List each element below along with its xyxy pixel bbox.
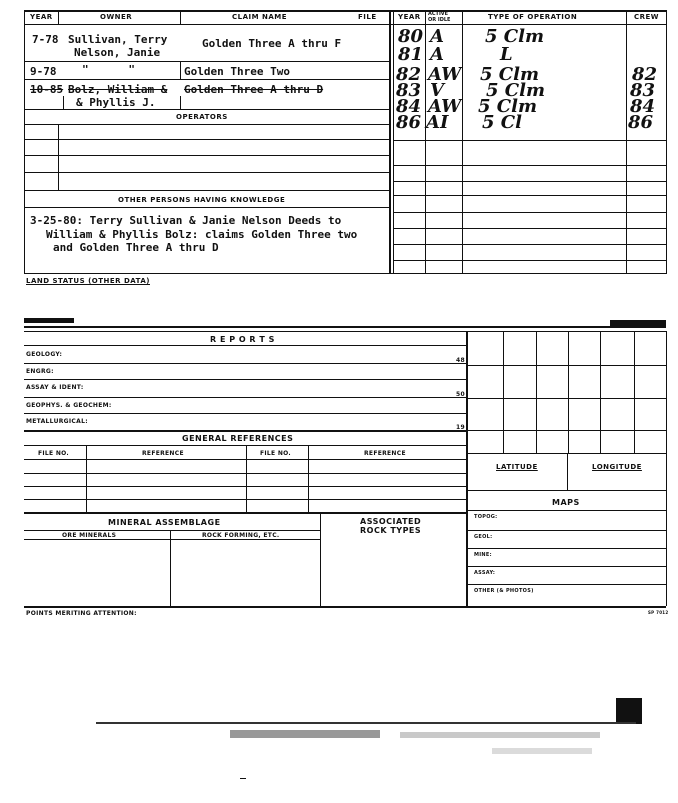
operators-label: OPERATORS [176,113,228,121]
op-row-4-type: 5 Clm [486,80,546,101]
header-active-idle [428,11,450,23]
reports-metallurgical: METALLURGICAL: [26,418,88,425]
rock-forming-label: ROCK FORMING, ETC. [202,532,280,539]
owner-row-2-owner: " " [82,63,135,76]
land-status-label: LAND STATUS (OTHER DATA) [26,277,150,285]
mineral-assemblage-title: MINERAL ASSEMBLAGE [108,518,221,527]
other-persons-text-2: William & Phyllis Bolz: claims Golden Three two [46,228,358,241]
op-row-4-crew: 83 [630,80,656,101]
header-year: YEAR [30,13,53,21]
maps-assay: ASSAY: [474,570,496,576]
op-row-6-crew: 86 [628,112,654,133]
other-persons-text-1: 3-25-80: Terry Sullivan & Janie Nelson Deeds to [30,214,342,227]
op-row-3-active: AW [428,64,462,85]
scan-noise-smear-3 [492,748,592,754]
ore-minerals-label: ORE MINERALS [62,532,117,539]
owner-row-2-year: 9-78 [30,65,57,78]
other-persons-text-3: and Golden Three A thru D [53,241,219,254]
header-claim-name: CLAIM NAME [232,13,288,21]
reports-assay: ASSAY & IDENT: [26,384,84,391]
header-owner: OWNER [100,13,133,21]
points-meriting-attention: POINTS MERITING ATTENTION: [26,610,137,617]
op-row-4-active: V [430,80,444,101]
owner-row-3-owner: Bolz, William & [68,83,168,96]
owner-row-2-claim: Golden Three Two [184,65,290,78]
reports-geology-num: 48 [456,357,465,364]
reports-geophys: GEOPHYS. & GEOCHEM: [26,402,112,409]
maps-topog: TOPOG: [474,514,498,520]
op-row-4-year: 83 [396,80,422,101]
header-crew: CREW [634,13,660,21]
reports-engrg: ENGRG: [26,368,54,375]
maps-title: MAPS [552,498,580,507]
op-row-3-type: 5 Clm [480,64,540,85]
op-row-1-active: A [430,26,444,47]
owner-row-1-owner: Sullivan, Terry [68,33,168,46]
owner-row-1-claim: Golden Three A thru F [202,37,342,50]
scan-noise-smear-2 [400,732,600,738]
form-number: SP 7012 [648,610,669,615]
header-idle: OR IDLE [428,17,451,23]
op-row-6-type: 5 Cl [482,112,522,133]
op-row-3-crew: 82 [632,64,658,85]
header-file: FILE [358,13,377,21]
associated-label: ASSOCIATED [360,517,422,526]
scan-noise-line [96,722,636,724]
maps-other: OTHER (& PHOTOS) [474,588,534,594]
header-type-of-operation: TYPE OF OPERATION [488,13,578,21]
scan-noise-smear [230,730,380,738]
op-row-5-crew: 84 [630,96,656,117]
op-row-2-year: 81 [398,44,424,65]
reports-assay-num: 50 [456,391,465,398]
gr-reference-1: REFERENCE [142,450,184,457]
maps-mine: MINE: [474,552,492,558]
owner-row-3-claim: Golden Three A thru D [184,83,324,96]
header-year-2: YEAR [398,13,421,21]
associated-rock-types [360,517,421,535]
op-row-1-year: 80 [398,26,424,47]
op-row-2-active: A [430,44,444,65]
scan-noise-dot [240,778,246,779]
gr-reference-2: REFERENCE [364,450,406,457]
gr-file-no-1: FILE NO. [38,450,70,457]
op-row-5-year: 84 [396,96,422,117]
op-row-5-type: 5 Clm [478,96,538,117]
op-row-3-year: 82 [396,64,422,85]
owner-row-3-year: 10-85 [30,83,64,96]
registration-block [616,698,642,724]
gr-file-no-2: FILE NO. [260,450,292,457]
op-row-2-type: L [500,44,513,65]
owner-row-1-owner-2: Nelson, Janie [74,46,161,59]
owner-row-1-year: 7-78 [32,33,59,46]
op-row-6-active: AI [426,112,449,133]
op-row-6-year: 86 [396,112,422,133]
header-active: ACTIVE [428,11,449,17]
rock-types-label: ROCK TYPES [360,526,422,535]
longitude-label: LONGITUDE [592,463,642,471]
owner-row-3-owner-2: & Phyllis J. [76,96,156,109]
op-row-5-active: AW [428,96,462,117]
maps-geol: GEOL: [474,534,493,540]
reports-geology: GEOLOGY: [26,351,63,358]
latitude-label: LATITUDE [496,463,538,471]
general-references-title: GENERAL REFERENCES [182,434,294,443]
reports-title: R E P O R T S [210,335,275,344]
other-persons-label: OTHER PERSONS HAVING KNOWLEDGE [118,196,286,204]
op-row-1-type: 5 Clm [485,26,545,47]
binding-mark-left [24,318,74,323]
reports-metallurgical-num: 19 [456,424,465,431]
